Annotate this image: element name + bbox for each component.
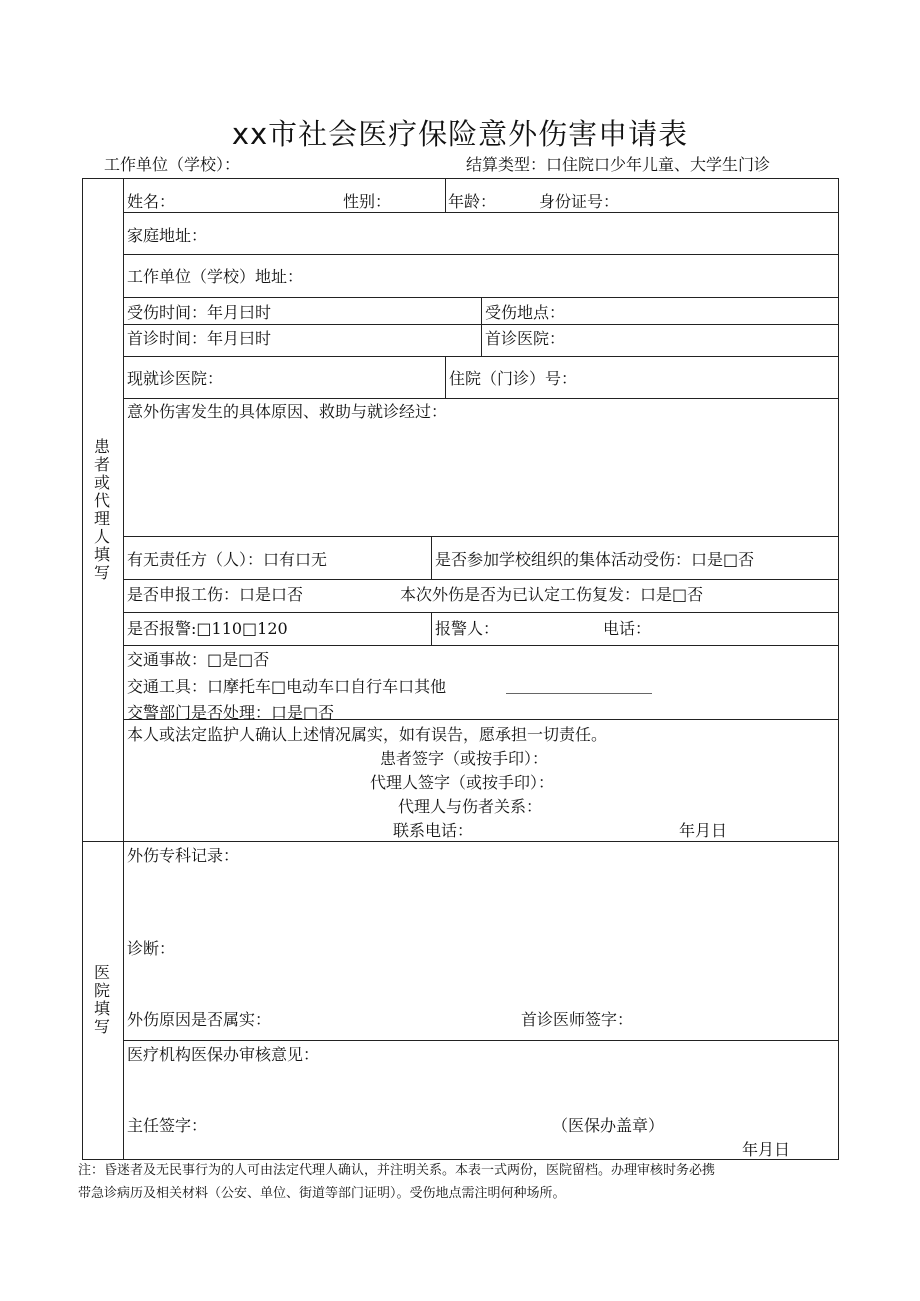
diagnosis-field[interactable]: 诊断： — [127, 939, 176, 958]
admission-number-field[interactable]: 住院（门诊）号： — [449, 369, 578, 388]
gender-field[interactable]: 性别： — [343, 192, 392, 211]
current-hospital-field[interactable]: 现就诊医院： — [127, 369, 224, 388]
declaration-statement: 本人或法定监护人确认上述情况属实，如有误告，愿承担一切责任。 — [127, 725, 608, 744]
work-injury-field[interactable]: 是否申报工伤：口是口否 — [127, 585, 304, 604]
reporter-field[interactable]: 报警人： — [435, 619, 500, 638]
director-signature-field[interactable]: 主任签字： — [127, 1116, 208, 1135]
traffic-accident-field[interactable]: 交通事故：□是□否 — [127, 650, 270, 669]
injury-time-field[interactable]: 受伤时间：年月曰时 — [127, 303, 272, 322]
home-address-field[interactable]: 家庭地址： — [127, 226, 208, 245]
insurance-stamp-label: （医保办盖章） — [552, 1116, 665, 1135]
footnote-line-2: 带急诊病历及相关材料（公安、单位、街道等部门证明）。受伤地点需注明何种场所。 — [78, 1186, 566, 1201]
school-activity-field[interactable]: 是否参加学校组织的集体活动受伤：口是□否 — [435, 550, 755, 569]
agent-signature-field[interactable]: 代理人签字（或按手印）： — [370, 773, 555, 792]
vehicle-other-blank[interactable] — [506, 693, 652, 694]
cause-verified-field[interactable]: 外伤原因是否属实： — [127, 1010, 272, 1029]
vehicle-field[interactable]: 交通工具：口摩托车□电动车口自行车口其他 — [127, 677, 447, 696]
patient-signature-field[interactable]: 患者签字（或按手印）： — [380, 749, 549, 768]
section-label-hospital: 医院填写 — [93, 963, 110, 1036]
settlement-type-label: 结算类型：口住院口少年儿童、大学生门诊 — [466, 155, 771, 174]
contact-phone-field[interactable]: 联系电话： — [393, 821, 474, 840]
cause-detail-field[interactable]: 意外伤害发生的具体原因、救助与就诊经过： — [127, 402, 448, 421]
first-visit-time-field[interactable]: 首诊时间：年月曰时 — [127, 329, 272, 348]
trauma-record-field[interactable]: 外伤专科记录： — [127, 846, 240, 865]
doctor-signature-field[interactable]: 首诊医师签字： — [521, 1010, 634, 1029]
id-number-field[interactable]: 身份证号： — [539, 192, 620, 211]
section-label-patient: 患者或代理人填写 — [93, 437, 110, 582]
phone-field[interactable]: 电话： — [603, 619, 652, 638]
footnote-line-1: 注：昏迷者及无民事行为的人可由法定代理人确认，并注明关系。本表一式两份，医院留档。办理审核时务必携 — [78, 1163, 716, 1178]
work-unit-label: 工作单位（学校）： — [104, 155, 241, 174]
work-address-field[interactable]: 工作单位（学校）地址： — [127, 267, 304, 286]
review-opinion-field[interactable]: 医疗机构医保办审核意见： — [127, 1045, 320, 1064]
police-handled-field[interactable]: 交警部门是否处理：口是□否 — [127, 703, 335, 722]
first-hospital-field[interactable]: 首诊医院： — [485, 329, 566, 348]
police-report-field[interactable]: 是否报警:□110□120 — [127, 619, 288, 638]
age-field[interactable]: 年龄： — [448, 192, 497, 211]
review-date-field[interactable]: 年月日 — [742, 1140, 791, 1159]
injury-place-field[interactable]: 受伤地点： — [485, 303, 566, 322]
declaration-date-field[interactable]: 年月日 — [679, 821, 728, 840]
recognized-relapse-field[interactable]: 本次外伤是否为已认定工伤复发：口是□否 — [400, 585, 704, 604]
agent-relation-field[interactable]: 代理人与伤者关系： — [398, 797, 543, 816]
responsible-party-field[interactable]: 有无责任方（人）：口有口无 — [127, 550, 328, 569]
form-title: xx市社会医疗保险意外伤害申请表 — [231, 117, 689, 151]
name-field[interactable]: 姓名： — [127, 192, 176, 211]
